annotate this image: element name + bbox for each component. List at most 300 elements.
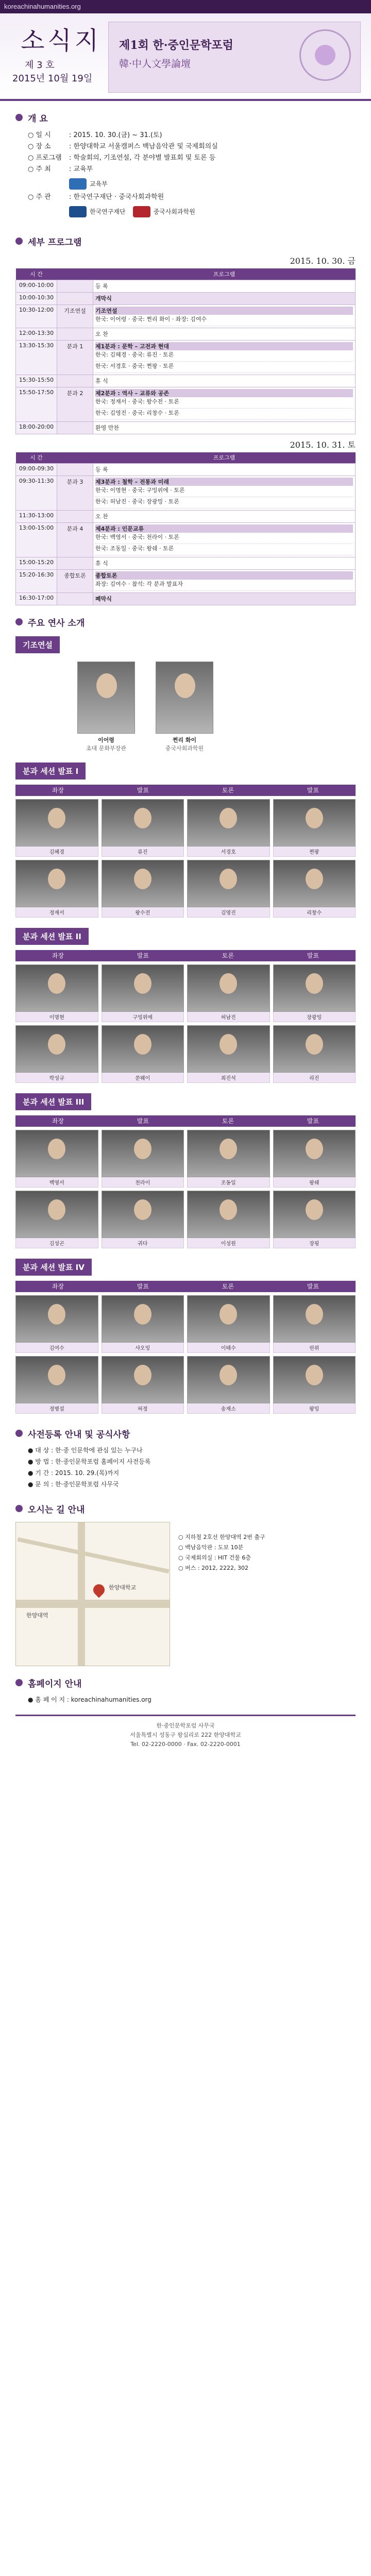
panelist-photo — [102, 1295, 184, 1343]
schedule-row — [16, 593, 356, 605]
panelist-name: 왕수전 — [102, 907, 184, 918]
panelist-name: 이성원 — [187, 1238, 270, 1248]
panelist-photo — [187, 1130, 270, 1177]
panel-header — [15, 1115, 356, 1127]
panelist — [273, 1191, 356, 1248]
panel-session — [15, 1115, 356, 1251]
panelist-photo — [187, 1191, 270, 1238]
panelist — [102, 799, 184, 857]
panelist-name: 김혜경 — [15, 846, 98, 857]
panelist-name: 천라이 — [102, 1177, 184, 1188]
panelist-name: 이태수 — [187, 1343, 270, 1353]
panelist-name: 최진석 — [187, 1073, 270, 1083]
notice-line: ● 문 의 : 한·중인문학포럼 사무국 — [28, 1481, 119, 1488]
panelist-name: 김영진 — [187, 907, 270, 918]
bullet-icon — [15, 618, 23, 625]
panelist-photo — [15, 1356, 98, 1403]
paper-line: 한국: 김영진 · 중국: 리창수 · 토론 — [95, 409, 353, 420]
panelist-name: 서경호 — [187, 846, 270, 857]
schedule-row — [16, 292, 356, 304]
section-speakers — [0, 613, 371, 631]
panelist-name: 송재소 — [187, 1403, 270, 1414]
host-logo: 한국연구재단 — [69, 206, 126, 217]
schedule-row — [16, 421, 356, 434]
program-title: 휴 식 — [95, 377, 108, 384]
schedule-label: 분과 4 — [57, 523, 93, 557]
schedule-time: 10:00-10:30 — [16, 292, 57, 304]
panel-col: 토론 — [222, 952, 234, 959]
panelist — [15, 860, 98, 918]
panel-col: 발표 — [307, 787, 319, 794]
panel-col: 토론 — [222, 1117, 234, 1125]
panelist-photo — [273, 799, 356, 846]
section-registration — [0, 1424, 371, 1443]
panelist-name: 장광밍 — [273, 1012, 356, 1022]
panelist-photo — [273, 860, 356, 907]
panel-session — [15, 950, 356, 1086]
program-title: 오 찬 — [95, 513, 108, 520]
paper-line: 한국: 백영서 · 중국: 천라이 · 토론 — [95, 533, 353, 544]
footer-org: 한·중인문학포럼 사무국 — [156, 1722, 215, 1729]
schedule-row — [16, 511, 356, 523]
schedule-row — [16, 557, 356, 570]
paper-line: 한국: 이명현 · 중국: 구밍위에 · 토론 — [95, 486, 353, 497]
schedule-time: 13:00-15:00 — [16, 523, 57, 557]
panelist — [273, 1025, 356, 1083]
schedule-row — [16, 570, 356, 593]
panelist — [15, 799, 98, 857]
panelist-photo — [15, 1191, 98, 1238]
host-logo: 교육부 — [69, 178, 108, 190]
schedule-row — [16, 340, 356, 375]
schedule-label — [57, 557, 93, 570]
panelist-name: 백영서 — [15, 1177, 98, 1188]
footer — [15, 1715, 356, 1749]
panelist-name: 장핑 — [273, 1238, 356, 1248]
overview-key: ○ 프로그램 — [28, 154, 62, 162]
overview-key: ○ 일 시 — [28, 131, 51, 139]
schedule-row — [16, 523, 356, 557]
panelist-name: 쩐팡 — [273, 846, 356, 857]
schedule-program — [93, 593, 356, 605]
panelist-photo — [273, 1191, 356, 1238]
section-title: 오시는 길 안내 — [28, 1504, 85, 1515]
panelist-photo — [102, 1356, 184, 1403]
panelist — [273, 1130, 356, 1188]
panelist-name: 리창수 — [273, 907, 356, 918]
overview-value: : 교육부 — [69, 165, 93, 173]
panelist-name: 박성규 — [15, 1073, 98, 1083]
col-program: 프로그램 — [93, 452, 356, 464]
schedule-program — [93, 340, 356, 375]
panelist-photo — [187, 1025, 270, 1073]
panelist-photo — [15, 1295, 98, 1343]
panelist — [187, 1295, 270, 1353]
day1-schedule — [15, 268, 356, 434]
panelist-photo — [273, 1130, 356, 1177]
footer-contact: Tel. 02-2220-0000 · Fax. 02-2220-0001 — [130, 1741, 241, 1748]
banner-subtitle: 韓·中人文學論壇 — [119, 58, 191, 70]
day2-schedule — [15, 452, 356, 606]
section-title: 사전등록 안내 및 공식사항 — [28, 1429, 130, 1440]
panel-col: 좌장 — [52, 1283, 64, 1290]
program-title: 종합토론 — [95, 571, 353, 580]
panelist-photo — [273, 1356, 356, 1403]
day2-date: 2015. 10. 31. 토 — [290, 439, 356, 450]
panelist-photo — [15, 1130, 98, 1177]
panelist-photo — [15, 964, 98, 1012]
registration-notice — [0, 1443, 371, 1492]
panelist — [273, 964, 356, 1022]
notice-line: ● 방 법 : 한·중인문학포럼 홈페이지 사전등록 — [28, 1458, 151, 1465]
panelist-photo — [102, 1191, 184, 1238]
program-title: 오 찬 — [95, 330, 108, 337]
cass-logo-icon — [133, 206, 150, 217]
footer-address: 서울특별시 성동구 왕십리로 222 한양대학교 — [130, 1732, 241, 1738]
schedule-label — [57, 464, 93, 476]
speaker-name: 이어령 — [98, 737, 114, 743]
panelist — [15, 1295, 98, 1353]
panelist — [273, 860, 356, 918]
panelist-photo — [15, 1025, 98, 1073]
map-road — [78, 1522, 85, 1666]
panel-col: 좌장 — [52, 952, 64, 959]
schedule-label — [57, 421, 93, 434]
panel-col: 좌장 — [52, 787, 64, 794]
map-road — [17, 1537, 169, 1573]
bullet-icon — [15, 114, 23, 121]
schedule-row — [16, 304, 356, 328]
panelist-name: 김여수 — [15, 1343, 98, 1353]
host-logo: 중국사회과학원 — [133, 206, 195, 217]
bullet-icon — [15, 1430, 23, 1437]
speaker-name: 쩐리 화이 — [172, 737, 197, 743]
keynote-speaker — [77, 662, 135, 752]
schedule-program — [93, 523, 356, 557]
panelist-name: 정재서 — [15, 907, 98, 918]
schedule-row — [16, 387, 356, 421]
panelist-name: 허남진 — [187, 1012, 270, 1022]
station-label: 한양대역 — [26, 1612, 48, 1619]
map-label: 한양대학교 — [109, 1584, 137, 1591]
panelist-name: 조동일 — [187, 1177, 270, 1188]
panelist-name: 궈다 — [102, 1238, 184, 1248]
panel-subhead: 분과 세션 발표 II — [15, 928, 89, 945]
schedule-label: 분과 2 — [57, 387, 93, 421]
keynote-speakers — [77, 662, 371, 752]
speaker-role: 중국사회과학원 — [165, 745, 204, 752]
panelist — [102, 1191, 184, 1248]
panelist — [187, 1130, 270, 1188]
panel-subhead: 분과 세션 발표 IV — [15, 1259, 92, 1276]
website-link[interactable]: ● 홈 페 이 지 : koreachinahumanities.org — [28, 1696, 151, 1703]
panelist — [102, 1130, 184, 1188]
section-title: 세부 프로그램 — [28, 237, 82, 248]
panelist — [15, 1025, 98, 1083]
panelist-name: 허정 — [102, 1403, 184, 1414]
paper-line: 한국: 조동일 · 중국: 왕쉐 · 토론 — [95, 544, 353, 555]
panelist — [187, 1356, 270, 1414]
panelist — [15, 1130, 98, 1188]
day1-date: 2015. 10. 30. 금 — [290, 256, 356, 266]
schedule-label — [57, 375, 93, 387]
banner-dot-icon — [315, 45, 335, 65]
schedule-time: 10:30-12:00 — [16, 304, 57, 328]
issue-number: 제 3 호 — [25, 60, 55, 71]
schedule-program — [93, 421, 356, 434]
schedule-time: 11:30-13:00 — [16, 511, 57, 523]
panelist-photo — [273, 964, 356, 1012]
panelist-name: 류진 — [102, 846, 184, 857]
overview-key: ○ 주 최 — [28, 165, 51, 173]
panelist-photo — [187, 1295, 270, 1343]
panelist — [102, 964, 184, 1022]
panel-col: 발표 — [307, 1117, 319, 1125]
panelist — [187, 860, 270, 918]
panelist — [273, 1295, 356, 1353]
col-time: 시 간 — [16, 268, 57, 280]
paper-line: 한국: 서경호 · 중국: 쩐팡 · 토론 — [95, 362, 353, 373]
panelist — [187, 964, 270, 1022]
section-website — [0, 1673, 371, 1692]
overview-value: : 학술회의, 기조연설, 각 분야별 발표회 및 토론 등 — [69, 154, 216, 162]
panelist-name: 린위 — [273, 1343, 356, 1353]
overview-key: ○ 주 관 — [28, 193, 51, 201]
keynote-subhead: 기조연설 — [15, 636, 60, 653]
schedule-program — [93, 328, 356, 340]
ministry-logo-icon — [69, 178, 87, 190]
paper-line: 한국: 허남진 · 중국: 장광밍 · 토론 — [95, 497, 353, 509]
schedule-time: 12:00-13:30 — [16, 328, 57, 340]
panelist-photo — [187, 799, 270, 846]
panelist — [15, 1191, 98, 1248]
panelist-photo — [187, 860, 270, 907]
program-title: 제2분과 : 역사 – 교류와 공존 — [95, 389, 353, 397]
map-road — [16, 1600, 170, 1608]
schedule-time: 15:50-17:50 — [16, 387, 57, 421]
venue-info — [15, 1522, 356, 1666]
panelist-photo — [273, 1025, 356, 1073]
schedule-row — [16, 464, 356, 476]
speaker-photo — [77, 662, 135, 734]
section-overview — [0, 108, 371, 127]
panelist-name: 정병설 — [15, 1403, 98, 1414]
host-logos — [69, 178, 356, 190]
newsletter-header — [0, 13, 371, 101]
panelist-name: 이명현 — [15, 1012, 98, 1022]
panel-col: 발표 — [137, 1283, 149, 1290]
schedule-time: 18:00-20:00 — [16, 421, 57, 434]
schedule-time: 15:00-15:20 — [16, 557, 57, 570]
panelist-photo — [102, 964, 184, 1012]
col-program: 프로그램 — [93, 268, 356, 280]
panel-col: 발표 — [137, 952, 149, 959]
panelist — [15, 1356, 98, 1414]
panel-sessions — [0, 757, 371, 1417]
bullet-icon — [15, 238, 23, 245]
schedule-label — [57, 280, 93, 292]
section-title: 주요 연사 소개 — [28, 618, 85, 629]
schedule-label — [57, 511, 93, 523]
schedule-program — [93, 511, 356, 523]
panelist-name: 왕쉐 — [273, 1177, 356, 1188]
panelist-photo — [187, 964, 270, 1012]
issue-date: 2015년 10월 19일 — [12, 73, 93, 84]
program-title: 제1분과 : 문학 – 고전과 현대 — [95, 342, 353, 350]
schedule-program — [93, 304, 356, 328]
panel-col: 토론 — [222, 1283, 234, 1290]
program-title: 환영 만찬 — [95, 424, 120, 431]
panelist-photo — [273, 1295, 356, 1343]
paper-line: 한국: 이어령 · 중국: 쩐리 화이 · 좌장: 김여수 — [95, 315, 353, 326]
schedule-program — [93, 464, 356, 476]
panelist-photo — [15, 860, 98, 907]
direction-line: ○ 버스 : 2012, 2222, 302 — [178, 1565, 249, 1571]
schedule-label — [57, 328, 93, 340]
panel-grid — [15, 796, 356, 921]
panel-grid — [15, 961, 356, 1086]
panel-subhead: 분과 세션 발표 III — [15, 1093, 91, 1110]
directions — [178, 1522, 356, 1666]
overview-key: ○ 장 소 — [28, 143, 51, 150]
schedule-time: 13:30-15:30 — [16, 340, 57, 375]
panelist — [102, 860, 184, 918]
schedule-label: 분과 1 — [57, 340, 93, 375]
schedule-time: 15:30-15:50 — [16, 375, 57, 387]
schedule-time: 15:20-16:30 — [16, 570, 57, 593]
schedule-label — [57, 292, 93, 304]
section-title: 홈페이지 안내 — [28, 1679, 82, 1689]
schedule-row — [16, 476, 356, 511]
panel-col: 토론 — [222, 787, 234, 794]
bullet-icon — [15, 1679, 23, 1686]
schedule-time: 09:00-09:30 — [16, 464, 57, 476]
schedule-program — [93, 375, 356, 387]
panel-col: 발표 — [137, 1117, 149, 1125]
forum-banner — [108, 22, 361, 93]
panel-header — [15, 785, 356, 796]
schedule-row — [16, 280, 356, 292]
paper-line: 좌장: 김여수 · 참석: 각 분과 발표자 — [95, 580, 353, 591]
direction-line: ○ 지하철 2호선 한양대역 2번 출구 — [178, 1534, 265, 1540]
schedule-program — [93, 387, 356, 421]
schedule-label: 기조연설 — [57, 304, 93, 328]
program-title: 제3분과 : 철학 – 전통과 미래 — [95, 478, 353, 486]
schedule-time: 16:30-17:00 — [16, 593, 57, 605]
keynote-speaker — [156, 662, 213, 752]
panel-session — [15, 1281, 356, 1417]
col-time: 시 간 — [16, 452, 57, 464]
panel-col: 발표 — [307, 952, 319, 959]
overview-value: : 한양대학교 서울캠퍼스 백남음악관 및 국제회의실 — [69, 143, 218, 150]
banner-title: 제1회 한·중인문학포럼 — [119, 39, 233, 52]
site-tag[interactable]: koreachinahumanities.org — [0, 0, 371, 13]
panel-header — [15, 1281, 356, 1292]
notice-line: ● 대 상 : 한·중 인문학에 관심 있는 누구나 — [28, 1447, 143, 1454]
col-label — [57, 268, 93, 280]
panelist — [273, 1356, 356, 1414]
panelist — [187, 799, 270, 857]
program-title: 개막식 — [95, 295, 112, 302]
panelist-photo — [187, 1356, 270, 1403]
section-program — [0, 232, 371, 250]
panelist-photo — [102, 1025, 184, 1073]
schedule-row — [16, 328, 356, 340]
panel-col: 발표 — [137, 787, 149, 794]
venue-map — [15, 1522, 170, 1666]
panelist — [102, 1295, 184, 1353]
panelist-name: 구밍위에 — [102, 1012, 184, 1022]
panelist-name: 김성곤 — [15, 1238, 98, 1248]
panelist — [102, 1025, 184, 1083]
schedule-program — [93, 557, 356, 570]
bullet-icon — [15, 1505, 23, 1512]
panelist — [187, 1025, 270, 1083]
panel-col: 좌장 — [52, 1117, 64, 1125]
overview-body — [0, 127, 371, 225]
location-pin-icon — [91, 1582, 107, 1598]
section-venue — [0, 1499, 371, 1518]
direction-line: ○ 백남음악관 : 도보 10분 — [178, 1544, 244, 1551]
panel-col: 발표 — [307, 1283, 319, 1290]
panelist — [15, 964, 98, 1022]
panelist — [102, 1356, 184, 1414]
notice-line: ● 기 간 : 2015. 10. 29.(목)까지 — [28, 1469, 120, 1477]
panel-subhead: 분과 세션 발표 I — [15, 762, 86, 779]
panelist-photo — [15, 799, 98, 846]
schedule-time: 09:00-10:00 — [16, 280, 57, 292]
panelist-name: 쑨웨이 — [102, 1073, 184, 1083]
schedule-label: 종합토론 — [57, 570, 93, 593]
panelist — [273, 799, 356, 857]
panelist-photo — [102, 799, 184, 846]
organizer-logos — [69, 206, 356, 217]
section-title: 개 요 — [28, 113, 48, 124]
program-title: 등 록 — [95, 282, 108, 290]
panel-grid — [15, 1127, 356, 1251]
schedule-program — [93, 280, 356, 292]
col-label — [57, 452, 93, 464]
website-notice — [0, 1692, 371, 1707]
panelist-photo — [102, 1130, 184, 1177]
panelist-name: 샤오밍 — [102, 1343, 184, 1353]
schedule-label: 분과 3 — [57, 476, 93, 511]
speaker-photo — [156, 662, 213, 734]
newsletter-title: 소식지 — [21, 26, 102, 55]
program-title: 제4분과 : 인문교류 — [95, 524, 353, 533]
schedule-time: 09:30-11:30 — [16, 476, 57, 511]
schedule-program — [93, 476, 356, 511]
program-title: 휴 식 — [95, 560, 108, 567]
schedule-program — [93, 292, 356, 304]
panel-grid — [15, 1292, 356, 1417]
panelist-photo — [102, 860, 184, 907]
panelist — [187, 1191, 270, 1248]
panel-session — [15, 785, 356, 921]
overview-value: : 한국연구재단 · 중국사회과학원 — [69, 193, 164, 201]
panelist-name: 리진 — [273, 1073, 356, 1083]
program-title: 등 록 — [95, 466, 108, 473]
schedule-label — [57, 593, 93, 605]
overview-value: : 2015. 10. 30.(금) ~ 31.(토) — [69, 131, 162, 139]
direction-line: ○ 국제회의실 : HIT 건물 6층 — [178, 1554, 251, 1561]
panel-header — [15, 950, 356, 961]
schedule-row — [16, 375, 356, 387]
panelist-name: 왕밍 — [273, 1403, 356, 1414]
speaker-role: 초대 문화부장관 — [86, 745, 126, 752]
program-title: 폐막식 — [95, 596, 112, 602]
nrf-logo-icon — [69, 206, 87, 217]
